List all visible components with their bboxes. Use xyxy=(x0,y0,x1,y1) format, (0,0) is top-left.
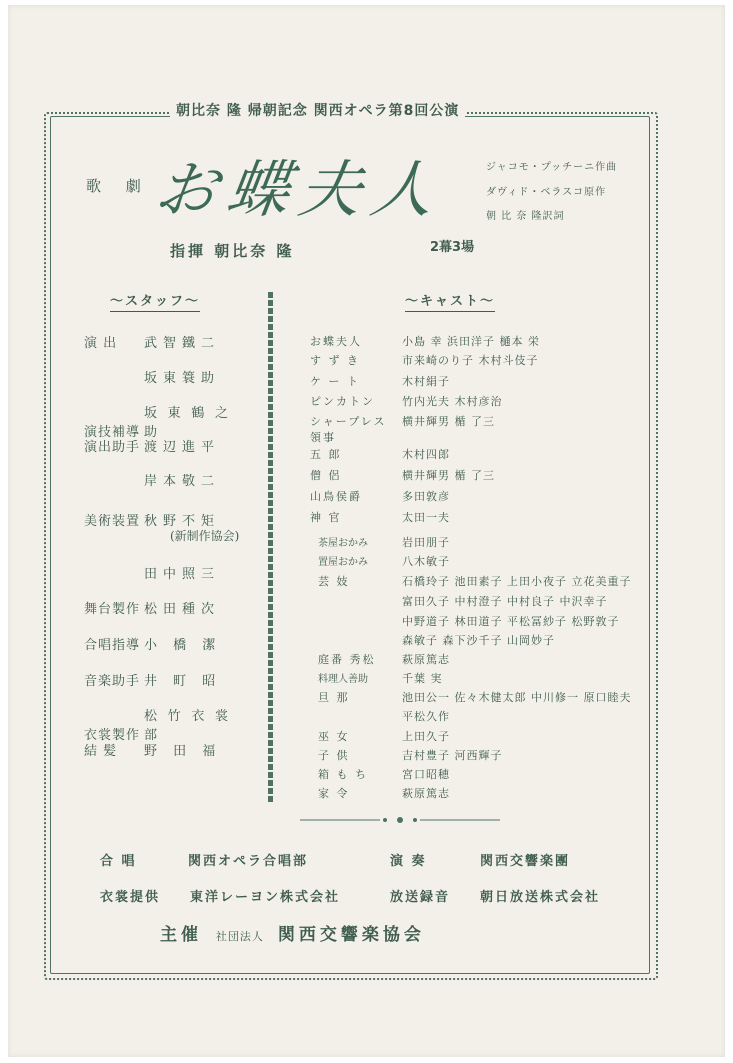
cast-name: 横井輝男 楯 了三 xyxy=(402,415,495,428)
staff-row xyxy=(84,634,234,653)
costume-name: 東洋レーヨン株式会社 xyxy=(190,890,341,905)
opera-title: お蝶夫人 xyxy=(150,153,449,226)
staff-row xyxy=(84,705,234,743)
staff-name: 坂東鶴之助 xyxy=(144,406,234,440)
cast-role: 子 供 xyxy=(318,749,350,762)
cast-name: 宮口昭穂 xyxy=(402,768,450,781)
recording-label: 放送録音 xyxy=(390,890,451,905)
cast-role: す ず き xyxy=(310,354,360,367)
sponsor-name: 関西交響楽協会 xyxy=(277,925,425,945)
staff-heading: 〜スタッフ〜 xyxy=(110,290,200,312)
cast-name: 平松久作 xyxy=(402,710,450,723)
cast-role: 巫 女 xyxy=(318,730,350,743)
cast-name: 多田敦彦 xyxy=(402,490,450,503)
staff-role: 舞台製作 xyxy=(84,602,141,617)
cast-name: 中野道子 林田道子 平松冨紗子 松野敦子 xyxy=(402,615,620,628)
cast-name: 小島 幸 浜田洋子 樋本 栄 xyxy=(402,335,540,348)
staff-name: 小 橋 潔 xyxy=(144,638,222,653)
cast-role: ケ ー ト xyxy=(310,375,360,388)
cast-name: 横井輝男 楯 了三 xyxy=(402,469,495,482)
staff-row xyxy=(84,670,234,689)
cast-role: ピンカトン xyxy=(310,395,375,408)
staff-row xyxy=(84,598,234,617)
cast-name: 萩原篤志 xyxy=(402,653,450,666)
cast-name: 木村絹子 xyxy=(402,375,450,388)
cast-name: 太田一夫 xyxy=(402,511,450,524)
staff-name: 野 田 福 xyxy=(144,744,222,759)
cast-name: 池田公一 佐々木健太郎 中川修一 原口睦夫 xyxy=(402,691,632,704)
staff-role: 演 出 xyxy=(84,336,118,351)
cast-role: 料理人善助 xyxy=(318,674,368,685)
chorus-name: 関西オペラ合唱部 xyxy=(188,854,309,869)
lyrics-credit: 朝 比 奈 隆訳詞 xyxy=(486,211,565,222)
header-text: 朝比奈 隆 帰朝記念 関西オペラ第8回公演 xyxy=(170,100,465,120)
sponsor-line xyxy=(160,920,425,945)
cast-name: 上田久子 xyxy=(402,730,450,743)
staff-affiliation-note: (新制作協会) xyxy=(170,529,240,543)
column-divider xyxy=(268,292,273,802)
cast-name: 千葉 実 xyxy=(402,672,443,685)
conductor: 指揮 朝比奈 隆 xyxy=(170,242,295,260)
cast-role: 家 令 xyxy=(318,787,350,800)
cast-role: 茶屋おかみ xyxy=(318,538,368,549)
recording-name: 朝日放送株式会社 xyxy=(480,890,601,905)
staff-name: 田中照三 xyxy=(144,567,221,582)
cast-role: シャープレス領事 xyxy=(310,415,387,444)
cast-name: 森敏子 森下沙千子 山岡妙子 xyxy=(402,634,555,647)
staff-row xyxy=(84,740,234,759)
chorus-label: 合 唱 xyxy=(100,854,137,869)
staff-name: 秋野不矩 xyxy=(144,514,221,529)
genre-label: 歌 劇 xyxy=(86,177,151,195)
cast-role: 五 郎 xyxy=(310,448,342,461)
staff-name: 松田種次 xyxy=(144,602,221,617)
staff-row xyxy=(84,470,234,489)
cast-name: 木村四郎 xyxy=(402,448,450,461)
cast-role: 庭番 秀松 xyxy=(318,653,376,666)
cast-name: 市来崎のり子 木村斗伎子 xyxy=(402,354,539,367)
cast-role: お蝶夫人 xyxy=(310,335,362,348)
staff-row xyxy=(84,563,234,582)
staff-role: 美術装置 xyxy=(84,514,141,529)
staff-row xyxy=(84,436,234,455)
acts-scenes: 2幕3場 xyxy=(430,240,475,255)
staff-role: 音楽助手 xyxy=(84,674,141,689)
cast-role: 箱 も ち xyxy=(318,768,368,781)
staff-row xyxy=(84,332,234,351)
performance-label: 演 奏 xyxy=(390,854,427,869)
costume-label: 衣裳提供 xyxy=(100,890,161,905)
staff-role: 合唱指導 xyxy=(84,638,141,653)
staff-name: 渡辺進平 xyxy=(144,440,221,455)
cast-name: 萩原篤志 xyxy=(402,787,450,800)
composer-credit: ジャコモ・プッチーニ作曲 xyxy=(486,162,618,173)
staff-role: 演出助手 xyxy=(84,440,141,455)
cast-name: 吉村豊子 河西輝子 xyxy=(402,749,503,762)
cast-role: 山鳥侯爵 xyxy=(310,490,362,503)
cast-role: 置屋おかみ xyxy=(318,557,368,568)
staff-name: 松竹衣裳部 xyxy=(144,709,234,743)
cast-name: 八木敏子 xyxy=(402,555,450,568)
performance-name: 関西交響楽團 xyxy=(480,854,571,869)
staff-row xyxy=(84,367,234,386)
cast-role: 芸 妓 xyxy=(318,575,350,588)
sponsor-label: 主催 xyxy=(160,925,202,945)
staff-name: 坂東簑助 xyxy=(144,371,221,386)
cast-role: 神 官 xyxy=(310,511,342,524)
staff-row xyxy=(84,402,234,440)
cast-role: 旦 那 xyxy=(318,691,350,704)
cast-heading: 〜キャスト〜 xyxy=(405,290,495,312)
staff-name: 井 町 昭 xyxy=(144,674,222,689)
cast-name: 石橋玲子 池田素子 上田小夜子 立花美重子 xyxy=(402,575,632,588)
cast-name: 竹内光夫 木村彦治 xyxy=(402,395,503,408)
staff-role: 演技補導 xyxy=(84,425,141,440)
cast-name: 岩田朋子 xyxy=(402,536,450,549)
staff-name: 岸本敬二 xyxy=(144,474,221,489)
staff-role: 衣裳製作 xyxy=(84,728,141,743)
staff-name: 武智鐵二 xyxy=(144,336,221,351)
sponsor-type: 社団法人 xyxy=(215,930,264,943)
cast-name: 富田久子 中村澄子 中村良子 中沢幸子 xyxy=(402,595,608,608)
staff-role: 結 髪 xyxy=(84,744,118,759)
cast-role: 僧 侶 xyxy=(310,469,342,482)
author-credit: ダヴィド・ベラスコ原作 xyxy=(486,187,607,198)
ornament-divider xyxy=(300,817,500,823)
